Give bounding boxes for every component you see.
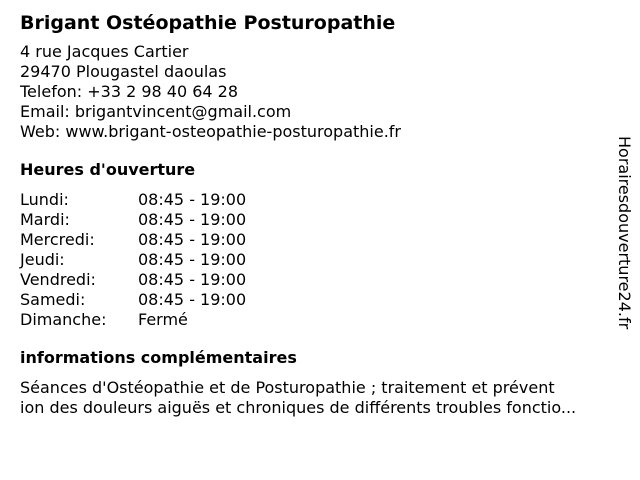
hours-row-thursday [20,250,610,270]
day-label: Lundi: [20,190,69,209]
hours-row-tuesday [20,210,610,230]
web-line: Web: www.brigant-osteopathie-posturopathie.fr [20,122,401,141]
day-label: Samedi: [20,290,86,309]
hours-row-friday [20,270,610,290]
hours-row-sunday [20,310,610,330]
day-label: Jeudi: [20,250,65,269]
business-card [20,10,610,418]
info-heading: informations complémentaires [20,348,297,367]
day-hours: 08:45 - 19:00 [138,230,247,249]
hours-row-monday [20,190,610,210]
info-description [20,378,610,418]
day-hours: Fermé [138,310,188,329]
day-hours: 08:45 - 19:00 [138,290,247,309]
day-hours: 08:45 - 19:00 [138,210,247,229]
day-label: Mardi: [20,210,70,229]
hours-heading: Heures d'ouverture [20,160,196,179]
email-line: Email: brigantvincent@gmail.com [20,102,292,121]
address-street: 4 rue Jacques Cartier [20,42,189,61]
day-label: Mercredi: [20,230,95,249]
address-city: 29470 Plougastel daoulas [20,62,227,81]
info-line-1: Séances d'Ostéopathie et de Posturopathie ; traitement et prévent [20,378,555,397]
watermark-text: Horairesdouverture24.fr [615,136,634,330]
phone-line: Telefon: +33 2 98 40 64 28 [20,82,239,101]
day-hours: 08:45 - 19:00 [138,270,247,289]
hours-row-saturday [20,290,610,310]
day-label: Dimanche: [20,310,107,329]
day-hours: 08:45 - 19:00 [138,190,247,209]
day-label: Vendredi: [20,270,96,289]
hours-row-wednesday [20,230,610,250]
info-line-2: ion des douleurs aiguës et chroniques de différents troubles fonctio... [20,398,577,417]
day-hours: 08:45 - 19:00 [138,250,247,269]
business-name: Brigant Ostéopathie Posturopathie [20,12,396,34]
